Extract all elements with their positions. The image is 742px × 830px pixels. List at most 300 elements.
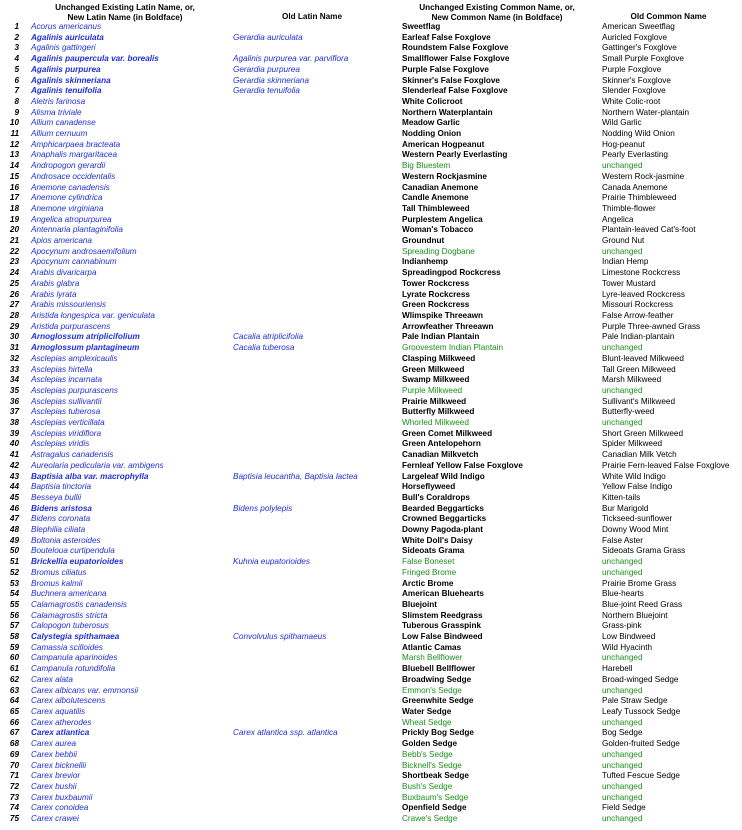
table-row — [0, 771, 742, 782]
table-row — [0, 472, 742, 483]
table-row — [0, 225, 742, 236]
table-row — [0, 97, 742, 108]
new-common-name: Meadow Garlic — [402, 118, 460, 128]
table-row — [0, 439, 742, 450]
new-latin-name: Allium canadense — [31, 118, 96, 128]
row-number: 30 — [9, 332, 19, 342]
row-number: 55 — [9, 599, 19, 609]
table-row — [0, 686, 742, 697]
row-number: 52 — [9, 567, 19, 577]
table-row — [0, 418, 742, 429]
row-number: 37 — [9, 407, 19, 417]
new-common-name: Largeleaf Wild Indigo — [402, 471, 485, 481]
row-number: 4 — [14, 54, 19, 64]
new-common-name: Downy Pagoda-plant — [402, 525, 483, 535]
old-common-name: unchanged — [602, 760, 643, 770]
old-common-name: Slender Foxglove — [602, 86, 666, 96]
row-number: 29 — [9, 321, 19, 331]
new-common-name: Big Bluestem — [402, 161, 451, 171]
old-common-name: Tickseed-sunflower — [602, 514, 673, 524]
table-row — [0, 728, 742, 739]
new-common-name: Tower Rockcress — [402, 278, 470, 288]
new-latin-name: Carex aurea — [31, 739, 77, 749]
table-row — [0, 150, 742, 161]
new-latin-name: Baptisia alba var. macrophylla — [31, 471, 149, 481]
old-common-name: unchanged — [602, 343, 643, 353]
table-row — [0, 429, 742, 440]
row-number: 45 — [9, 492, 19, 502]
old-common-name: False Arrow-feather — [602, 310, 674, 320]
table-row — [0, 653, 742, 664]
table-row — [0, 600, 742, 611]
old-common-name: Blue-hearts — [602, 589, 644, 599]
new-latin-name: Anemone canadensis — [31, 182, 110, 192]
old-common-name: Prairie Thimbleweed — [602, 193, 677, 203]
new-common-name: Purplestem Angelica — [402, 214, 483, 224]
table-row — [0, 739, 742, 750]
old-common-name: Yellow False Indigo — [602, 482, 673, 492]
old-common-name: Spider Milkweed — [602, 439, 663, 449]
new-latin-name: Campanula rotundifolia — [31, 664, 116, 674]
new-common-name: False Boneset — [402, 557, 455, 567]
old-common-name: Marsh Milkweed — [602, 375, 662, 385]
new-latin-name: Androsace occidentalis — [31, 171, 116, 181]
old-common-name: Auricled Foxglove — [602, 32, 668, 42]
old-common-name: Limestone Rockcress — [602, 268, 681, 278]
row-number: 71 — [9, 771, 19, 781]
old-latin-name: Gerardia skinneriana — [233, 75, 310, 85]
table-row — [0, 365, 742, 376]
row-number: 9 — [14, 107, 19, 117]
table-row — [0, 257, 742, 268]
table-row — [0, 268, 742, 279]
old-common-name: Pale Indian-plantain — [602, 332, 675, 342]
old-common-name: Hog-peanut — [602, 139, 645, 149]
column-headers — [0, 3, 742, 23]
table-row — [0, 450, 742, 461]
old-latin-name: Carex atlantica ssp. atlantica — [233, 728, 338, 738]
old-common-name: Golden-fruited Sedge — [602, 739, 680, 749]
old-common-name: Low Bindweed — [602, 632, 656, 642]
new-latin-name: Carex buxbaumii — [31, 792, 93, 802]
new-latin-name: Andropogon gerardii — [31, 161, 106, 171]
new-common-name: Northern Waterplantain — [402, 107, 493, 117]
new-latin-name: Anemone cylindrica — [31, 193, 103, 203]
old-common-name: unchanged — [602, 557, 643, 567]
old-latin-name: Baptisia leucantha, Baptisia lactea — [233, 471, 358, 481]
table-row — [0, 643, 742, 654]
row-number: 70 — [9, 760, 19, 770]
old-common-name: unchanged — [602, 385, 643, 395]
table-row — [0, 54, 742, 65]
old-common-name: Kitten-tails — [602, 492, 641, 502]
old-common-name: Northern Bluejoint — [602, 610, 668, 620]
new-common-name: Slimstem Reedgrass — [402, 610, 483, 620]
row-number: 14 — [9, 161, 19, 171]
table-row — [0, 290, 742, 301]
row-number: 38 — [9, 418, 19, 428]
table-row — [0, 332, 742, 343]
old-latin-name: Gerardia tenuifolia — [233, 86, 300, 96]
new-latin-name: Aristida longespica var. geniculata — [31, 310, 155, 320]
header-old-common: Old Common Name — [630, 12, 707, 21]
new-latin-name: Apios americana — [31, 236, 92, 246]
table-row — [0, 461, 742, 472]
new-common-name: Bearded Beggarticks — [402, 503, 484, 513]
new-latin-name: Agalinis purpurea — [31, 64, 101, 74]
old-common-name: unchanged — [602, 653, 643, 663]
table-row — [0, 343, 742, 354]
new-latin-name: Arabis lyrata — [31, 289, 77, 299]
new-latin-name: Bidens coronata — [31, 514, 91, 524]
old-common-name: Prairie Fern-leaved False Foxglove — [602, 460, 730, 470]
old-common-name: Gattinger's Foxglove — [602, 43, 677, 53]
row-number: 66 — [9, 717, 19, 727]
old-common-name: False Aster — [602, 535, 643, 545]
new-common-name: Indianhemp — [402, 257, 448, 267]
new-common-name: Roundstem False Foxglove — [402, 43, 509, 53]
new-latin-name: Carex aquatilis — [31, 707, 86, 716]
new-latin-name: Asclepias amplexicaulis — [31, 353, 118, 363]
table-row — [0, 504, 742, 515]
row-number: 39 — [9, 428, 19, 438]
row-number: 42 — [9, 460, 19, 470]
table-row — [0, 621, 742, 632]
new-latin-name: Allium cernuum — [31, 129, 88, 139]
header-new-latin — [25, 3, 225, 22]
new-latin-name: Amphicarpaea bracteata — [31, 139, 121, 149]
row-number: 46 — [9, 503, 19, 513]
table-row — [0, 803, 742, 814]
new-common-name: Greenwhite Sedge — [402, 696, 474, 706]
new-common-name: Sideoats Grama — [402, 546, 465, 556]
row-number: 69 — [9, 749, 19, 759]
row-number: 41 — [9, 450, 19, 460]
new-common-name: Swamp Milkweed — [402, 375, 470, 385]
new-latin-name: Asclepias tuberosa — [31, 407, 101, 417]
row-number: 5 — [14, 64, 19, 74]
table-row — [0, 108, 742, 119]
old-common-name: Prairie Brome Grass — [602, 578, 677, 588]
row-number: 67 — [9, 728, 19, 738]
new-common-name: Sweetflag — [402, 22, 441, 31]
new-latin-name: Calamagrostis stricta — [31, 610, 108, 620]
old-common-name: Grass-pink — [602, 621, 642, 631]
header-new-common-line1: Unchanged Existing Common Name, or, — [419, 3, 575, 12]
new-common-name: Tuberous Grasspink — [402, 621, 482, 631]
new-common-name: Arctic Brome — [402, 578, 454, 588]
row-number: 15 — [9, 171, 19, 181]
new-common-name: Emmon's Sedge — [402, 685, 462, 695]
new-latin-name: Campanula aparinoides — [31, 653, 118, 663]
table-row — [0, 707, 742, 718]
new-common-name: Bicknell's Sedge — [402, 760, 462, 770]
old-common-name: unchanged — [602, 781, 643, 791]
new-latin-name: Arnoglossum atriplicifolium — [31, 332, 140, 342]
table-row — [0, 525, 742, 536]
table-row — [0, 204, 742, 215]
old-common-name: Broad-winged Sedge — [602, 674, 679, 684]
new-latin-name: Carex albolutescens — [31, 696, 106, 706]
new-common-name: Canadian Milkvetch — [402, 450, 479, 460]
old-common-name: White Wild Indigo — [602, 471, 666, 481]
row-number: 62 — [9, 674, 19, 684]
new-common-name: Western Rockjasmine — [402, 171, 487, 181]
new-latin-name: Arabis divaricarpa — [31, 268, 97, 278]
old-common-name: Pearly Everlasting — [602, 150, 668, 160]
row-number: 12 — [9, 139, 19, 149]
new-common-name: Prairie Milkweed — [402, 396, 467, 406]
old-latin-name: Bidens polylepis — [233, 503, 293, 513]
new-latin-name: Carex bebbii — [31, 749, 77, 759]
old-common-name: Wild Hyacinth — [602, 642, 653, 652]
new-common-name: Western Pearly Everlasting — [402, 150, 508, 160]
table-row — [0, 65, 742, 76]
new-latin-name: Asclepias viridiflora — [31, 428, 102, 438]
table-row — [0, 118, 742, 129]
table-row — [0, 386, 742, 397]
table-row — [0, 161, 742, 172]
row-number: 26 — [9, 289, 19, 299]
new-latin-name: Carex conoidea — [31, 803, 89, 813]
new-latin-name: Baptisia tinctoria — [31, 482, 92, 492]
row-number: 44 — [9, 482, 19, 492]
table-row — [0, 482, 742, 493]
old-common-name: American Sweetflag — [602, 22, 675, 31]
table-row — [0, 129, 742, 140]
new-latin-name: Apocynum cannabinum — [31, 257, 117, 267]
old-common-name: Indian Hemp — [602, 257, 649, 267]
header-new-common — [392, 3, 602, 22]
new-common-name: Green Rockcress — [402, 300, 470, 310]
new-latin-name: Carex bicknellii — [31, 760, 87, 770]
new-common-name: Crawe's Sedge — [402, 814, 458, 824]
row-number: 31 — [9, 343, 19, 353]
old-latin-name: Cacalia tuberosa — [233, 343, 295, 353]
old-common-name: Pale Straw Sedge — [602, 696, 668, 706]
row-number: 56 — [9, 610, 19, 620]
new-common-name: Crowned Beggarticks — [402, 514, 487, 524]
new-latin-name: Carex albicans var. emmonsii — [31, 685, 139, 695]
table-row — [0, 279, 742, 290]
new-common-name: Earleaf False Foxglove — [402, 32, 491, 42]
table-row — [0, 43, 742, 54]
table-row — [0, 696, 742, 707]
header-new-common-line2: New Common Name (in Boldface) — [431, 12, 563, 22]
new-common-name: White Colicroot — [402, 96, 463, 106]
old-latin-name: Convolvulus spithamaeus — [233, 632, 327, 642]
row-number: 75 — [9, 814, 19, 824]
new-latin-name: Antennaria plantaginifolia — [31, 225, 123, 235]
table-row — [0, 397, 742, 408]
new-common-name: Purple Milkweed — [402, 385, 463, 395]
new-latin-name: Angelica atropurpurea — [31, 214, 112, 224]
new-common-name: Slenderleaf False Foxglove — [402, 86, 508, 96]
new-latin-name: Asclepias sullivantii — [31, 396, 102, 406]
row-number: 13 — [9, 150, 19, 160]
new-common-name: Horseflyweed — [402, 482, 456, 492]
row-number: 50 — [9, 546, 19, 556]
old-common-name: Purple Three-awned Grass — [602, 321, 701, 331]
new-common-name: Woman's Tobacco — [402, 225, 474, 235]
new-latin-name: Bromus ciliatus — [31, 567, 87, 577]
old-common-name: Lyre-leaved Rockcress — [602, 289, 685, 299]
table-row — [0, 514, 742, 525]
new-latin-name: Carex brevior — [31, 771, 81, 781]
old-common-name: Sideoats Grama Grass — [602, 546, 686, 556]
table-row — [0, 300, 742, 311]
new-latin-name: Astragalus canadensis — [31, 450, 114, 460]
new-latin-name: Blephilia ciliata — [31, 525, 86, 535]
old-common-name: Downy Wood Mint — [602, 525, 669, 535]
row-number: 7 — [14, 86, 19, 96]
row-number: 61 — [9, 664, 19, 674]
new-latin-name: Agalinis skinneriana — [31, 75, 111, 85]
new-latin-name: Aureolaria pedicularia var. ambigens — [31, 460, 164, 470]
new-common-name: Pale Indian Plantain — [402, 332, 480, 342]
new-latin-name: Calopogon tuberosus — [31, 621, 109, 631]
old-common-name: unchanged — [602, 814, 643, 824]
row-number: 47 — [9, 514, 19, 524]
table-row — [0, 589, 742, 600]
row-number: 21 — [9, 236, 19, 246]
new-latin-name: Carex bushii — [31, 781, 77, 791]
row-number: 8 — [14, 96, 19, 106]
new-latin-name: Calamagrostis canadensis — [31, 599, 128, 609]
old-latin-name: Gerardia auriculata — [233, 32, 303, 42]
old-common-name: Short Green Milkweed — [602, 428, 683, 438]
row-number: 19 — [9, 214, 19, 224]
table-row — [0, 183, 742, 194]
row-number: 54 — [9, 589, 19, 599]
row-number: 43 — [9, 471, 19, 481]
new-common-name: Golden Sedge — [402, 739, 458, 749]
old-common-name: unchanged — [602, 717, 643, 727]
new-latin-name: Agalinis paupercula var. borealis — [31, 54, 159, 64]
table-row — [0, 718, 742, 729]
old-common-name: Nodding Wild Onion — [602, 129, 675, 139]
new-latin-name: Brickellia eupatorioides — [31, 557, 124, 567]
table-row — [0, 215, 742, 226]
new-common-name: Bush's Sedge — [402, 781, 453, 791]
old-common-name: Thimble-flower — [602, 203, 656, 213]
new-common-name: White Doll's Daisy — [402, 535, 473, 545]
row-number: 51 — [9, 557, 19, 567]
old-common-name: Plantain-leaved Cat's-foot — [602, 225, 696, 235]
table-row — [0, 322, 742, 333]
table-row — [0, 354, 742, 365]
old-common-name: unchanged — [602, 792, 643, 802]
row-number: 35 — [9, 385, 19, 395]
row-number: 72 — [9, 781, 19, 791]
table-row — [0, 761, 742, 772]
new-latin-name: Bidens aristosa — [31, 503, 92, 513]
old-common-name: Blunt-leaved Milkweed — [602, 353, 684, 363]
row-number: 22 — [9, 246, 19, 256]
old-common-name: Skinner's Foxglove — [602, 75, 671, 85]
table-row — [0, 311, 742, 322]
table-row — [0, 793, 742, 804]
table-row — [0, 247, 742, 258]
new-latin-name: Arabis missouriensis — [31, 300, 107, 310]
row-number: 49 — [9, 535, 19, 545]
old-common-name: Butterfly-weed — [602, 407, 655, 417]
new-common-name: Green Comet Milkweed — [402, 428, 493, 438]
row-number: 32 — [9, 353, 19, 363]
new-latin-name: Agalinis auriculata — [31, 32, 104, 42]
header-old-latin: Old Latin Name — [281, 12, 343, 21]
table-row — [0, 76, 742, 87]
row-number: 57 — [9, 621, 19, 631]
new-latin-name: Camassia scilloides — [31, 642, 103, 652]
old-common-name: Field Sedge — [602, 803, 646, 813]
new-common-name: Spreadingpod Rockcress — [402, 268, 501, 278]
new-latin-name: Agalinis gattingeri — [31, 43, 96, 53]
new-common-name: Bluejoint — [402, 599, 438, 609]
table-row — [0, 236, 742, 247]
new-latin-name: Carex atherodes — [31, 717, 92, 727]
new-latin-name: Agalinis tenuifolia — [31, 86, 102, 96]
new-common-name: Low False Bindweed — [402, 632, 483, 642]
new-common-name: Atlantic Camas — [402, 642, 462, 652]
new-latin-name: Asclepias incarnata — [31, 375, 102, 385]
new-latin-name: Aletris farinosa — [31, 96, 86, 106]
row-number: 36 — [9, 396, 19, 406]
new-latin-name: Arabis glabra — [31, 278, 80, 288]
new-common-name: Broadwing Sedge — [402, 674, 472, 684]
new-latin-name: Acorus americanus — [31, 22, 102, 31]
table-body — [0, 22, 742, 825]
row-number: 6 — [14, 75, 19, 85]
new-common-name: Lyrate Rockcress — [402, 289, 470, 299]
new-common-name: Candle Anemone — [402, 193, 469, 203]
new-common-name: Shortbeak Sedge — [402, 771, 469, 781]
new-common-name: Purple False Foxglove — [402, 64, 489, 74]
row-number: 24 — [9, 268, 19, 278]
new-latin-name: Anaphalis margaritacea — [31, 150, 118, 160]
table-row — [0, 493, 742, 504]
header-new-latin-line2: New Latin Name (in Boldface) — [67, 12, 183, 22]
old-common-name: Leafy Tussock Sedge — [602, 707, 681, 716]
old-common-name: unchanged — [602, 749, 643, 759]
old-common-name: Harebell — [602, 664, 633, 674]
row-number: 63 — [9, 685, 19, 695]
row-number: 65 — [9, 707, 19, 716]
old-common-name: Small Purple Foxglove — [602, 54, 684, 64]
new-common-name: Marsh Bellflower — [402, 653, 463, 663]
new-common-name: Tall Thimbleweed — [402, 203, 470, 213]
new-latin-name: Calystegia spithamaea — [31, 632, 120, 642]
new-common-name: Bebb's Sedge — [402, 749, 453, 759]
old-common-name: Tall Green Milkweed — [602, 364, 676, 374]
row-number: 59 — [9, 642, 19, 652]
new-common-name: Fernleaf Yellow False Foxglove — [402, 460, 523, 470]
new-latin-name: Arnoglossum plantagineum — [31, 343, 140, 353]
row-number: 64 — [9, 696, 19, 706]
old-common-name: Purple Foxglove — [602, 64, 662, 74]
row-number: 18 — [9, 203, 19, 213]
new-latin-name: Carex atlantica — [31, 728, 90, 738]
table-row — [0, 568, 742, 579]
new-common-name: Water Sedge — [402, 707, 452, 716]
new-latin-name: Asclepias purpurascens — [31, 385, 118, 395]
new-common-name: Whorled Milkweed — [402, 418, 469, 428]
table-row — [0, 664, 742, 675]
new-common-name: American Hogpeanut — [402, 139, 485, 149]
old-common-name: unchanged — [602, 246, 643, 256]
table-row — [0, 632, 742, 643]
table-row — [0, 375, 742, 386]
